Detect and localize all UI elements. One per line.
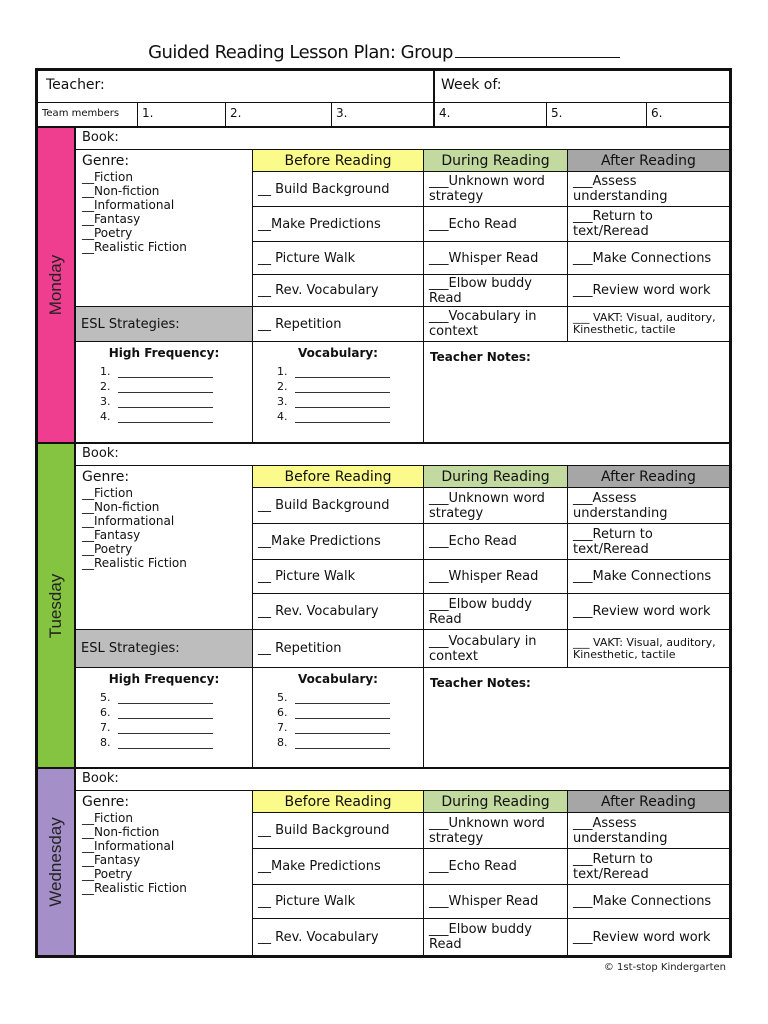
after-item[interactable]: ___Make Connections xyxy=(568,560,729,594)
vocab-blank[interactable] xyxy=(295,738,390,749)
during-item[interactable]: ___Elbow buddy Read xyxy=(424,275,568,307)
before-item[interactable]: __Make Predictions xyxy=(253,524,424,560)
during-item[interactable]: ___Echo Read xyxy=(424,524,568,560)
vocabulary-list-monday: Vocabulary: 1. 2. 3. 4. xyxy=(253,342,424,444)
after-item[interactable]: ___Assess understanding xyxy=(568,488,729,524)
vocab-context-option[interactable]: ___Vocabulary in context xyxy=(424,630,568,668)
after-item[interactable]: ___Make Connections xyxy=(568,242,729,275)
day-bar-wednesday: Wednesday xyxy=(38,769,76,955)
hf-blank[interactable] xyxy=(118,723,213,734)
after-item[interactable]: ___Review word work xyxy=(573,929,711,945)
after-item[interactable]: ___Review word work xyxy=(568,275,729,307)
during-item[interactable]: ___Echo Read xyxy=(424,849,568,885)
after-reading-header: After Reading xyxy=(568,466,729,488)
teacher-label: Teacher: xyxy=(46,77,105,93)
vocab-blank[interactable] xyxy=(295,708,390,719)
vakt-option[interactable]: ___ VAKT: Visual, auditory, Kinesthetic, tactile xyxy=(568,630,729,668)
before-reading-header: Before Reading xyxy=(253,466,424,488)
during-item[interactable]: ___Whisper Read xyxy=(424,885,568,919)
before-item[interactable]: __ Rev. Vocabulary xyxy=(253,594,424,630)
day-bar-tuesday: Tuesday xyxy=(38,444,76,769)
hf-blank[interactable] xyxy=(118,367,213,378)
during-item[interactable]: ___Unknown word strategy xyxy=(424,813,568,849)
book-field-wednesday[interactable]: Book: xyxy=(76,769,729,791)
before-item[interactable]: __ Picture Walk xyxy=(253,560,424,594)
during-item[interactable]: ___Elbow buddy Read xyxy=(424,594,568,630)
page-title: Guided Reading Lesson Plan: Group xyxy=(0,42,768,63)
during-item[interactable]: ___Whisper Read xyxy=(424,242,568,275)
group-blank[interactable] xyxy=(455,43,620,58)
vocab-context-option[interactable]: ___Vocabulary in context xyxy=(424,307,568,342)
during-reading-header: During Reading xyxy=(424,791,568,813)
before-reading-header: Before Reading xyxy=(253,791,424,813)
team-slot-6[interactable]: 6. xyxy=(647,103,729,128)
team-slot-1[interactable]: 1. xyxy=(138,103,226,128)
hf-blank[interactable] xyxy=(118,382,213,393)
copyright-text: © 1st-stop Kindergarten xyxy=(603,962,726,973)
before-item[interactable]: __Make Predictions xyxy=(253,207,424,242)
book-field-monday[interactable]: Book: xyxy=(76,128,729,150)
hf-blank[interactable] xyxy=(118,738,213,749)
repetition-option[interactable]: __ Repetition xyxy=(253,307,424,342)
vocab-blank[interactable] xyxy=(295,693,390,704)
before-item[interactable]: __ Rev. Vocabulary xyxy=(253,919,424,955)
team-members-label: Team members xyxy=(38,103,138,128)
lesson-plan-frame xyxy=(35,68,732,958)
before-item[interactable]: __ Build Background xyxy=(253,172,424,207)
after-item[interactable]: ___Return to text/Reread xyxy=(568,524,729,560)
after-reading-header: After Reading xyxy=(568,791,729,813)
vakt-option[interactable]: ___ VAKT: Visual, auditory, Kinesthetic, tactile xyxy=(568,307,729,342)
teacher-field[interactable] xyxy=(38,71,435,103)
during-reading-header: During Reading xyxy=(424,466,568,488)
high-frequency-list-tuesday: High Frequency: 5. 6. 7. 8. xyxy=(76,668,253,769)
week-field[interactable] xyxy=(435,71,729,103)
before-item[interactable]: __ Picture Walk xyxy=(253,885,424,919)
after-item[interactable]: ___Return to text/Reread xyxy=(568,849,729,885)
after-item[interactable]: ___Assess understanding xyxy=(568,813,729,849)
team-slot-5[interactable]: 5. xyxy=(547,103,647,128)
teacher-notes-monday[interactable]: Teacher Notes: xyxy=(424,342,729,444)
before-item[interactable]: __ Picture Walk xyxy=(253,242,424,275)
repetition-option[interactable]: __ Repetition xyxy=(253,630,424,668)
after-item[interactable]: ___Assess understanding xyxy=(568,172,729,207)
vocabulary-list-tuesday: Vocabulary: 5. 6. 7. 8. xyxy=(253,668,424,769)
team-slot-2[interactable]: 2. xyxy=(226,103,332,128)
vocab-blank[interactable] xyxy=(295,382,390,393)
vocab-blank[interactable] xyxy=(295,412,390,423)
during-item[interactable]: ___Unknown word strategy xyxy=(424,488,568,524)
genre-list-wednesday: Genre: __Fiction __Non-fiction __Informational __Fantasy __Poetry __Realistic Fiction xyxy=(76,791,253,955)
before-item[interactable]: __ Rev. Vocabulary xyxy=(253,275,424,307)
vocab-blank[interactable] xyxy=(295,367,390,378)
hf-blank[interactable] xyxy=(118,412,213,423)
genre-list-monday: Genre: __Fiction __Non-fiction __Informational __Fantasy __Poetry __Realistic Fiction xyxy=(76,150,253,307)
book-field-tuesday[interactable]: Book: xyxy=(76,444,729,466)
team-slot-3[interactable]: 3. xyxy=(332,103,435,128)
hf-blank[interactable] xyxy=(118,708,213,719)
during-item[interactable]: ___Unknown word strategy xyxy=(424,172,568,207)
after-reading-header: After Reading xyxy=(568,150,729,172)
before-reading-header: Before Reading xyxy=(253,150,424,172)
before-item[interactable]: __Make Predictions xyxy=(253,849,424,885)
before-item[interactable]: __ Build Background xyxy=(253,488,424,524)
before-item[interactable]: __ Build Background xyxy=(253,813,424,849)
during-item[interactable]: ___Elbow buddy Read xyxy=(424,919,568,955)
after-item[interactable]: ___Make Connections xyxy=(568,885,729,919)
esl-strategies-label: ESL Strategies: xyxy=(76,307,253,342)
esl-strategies-label: ESL Strategies: xyxy=(76,630,253,668)
week-label: Week of: xyxy=(441,77,502,93)
team-slot-4[interactable]: 4. xyxy=(435,103,547,128)
during-item[interactable]: ___Echo Read xyxy=(424,207,568,242)
high-frequency-list-monday: High Frequency: 1. 2. 3. 4. xyxy=(76,342,253,444)
teacher-notes-tuesday[interactable]: Teacher Notes: xyxy=(424,668,729,769)
day-bar-monday: Monday xyxy=(38,128,76,444)
after-item[interactable]: ___Review word work xyxy=(568,594,729,630)
after-item[interactable]: ___Return to text/Reread xyxy=(568,207,729,242)
during-reading-header: During Reading xyxy=(424,150,568,172)
hf-blank[interactable] xyxy=(118,693,213,704)
vocab-blank[interactable] xyxy=(295,723,390,734)
genre-list-tuesday: Genre: __Fiction __Non-fiction __Informational __Fantasy __Poetry __Realistic Fiction xyxy=(76,466,253,630)
vocab-blank[interactable] xyxy=(295,397,390,408)
hf-blank[interactable] xyxy=(118,397,213,408)
during-item[interactable]: ___Whisper Read xyxy=(424,560,568,594)
